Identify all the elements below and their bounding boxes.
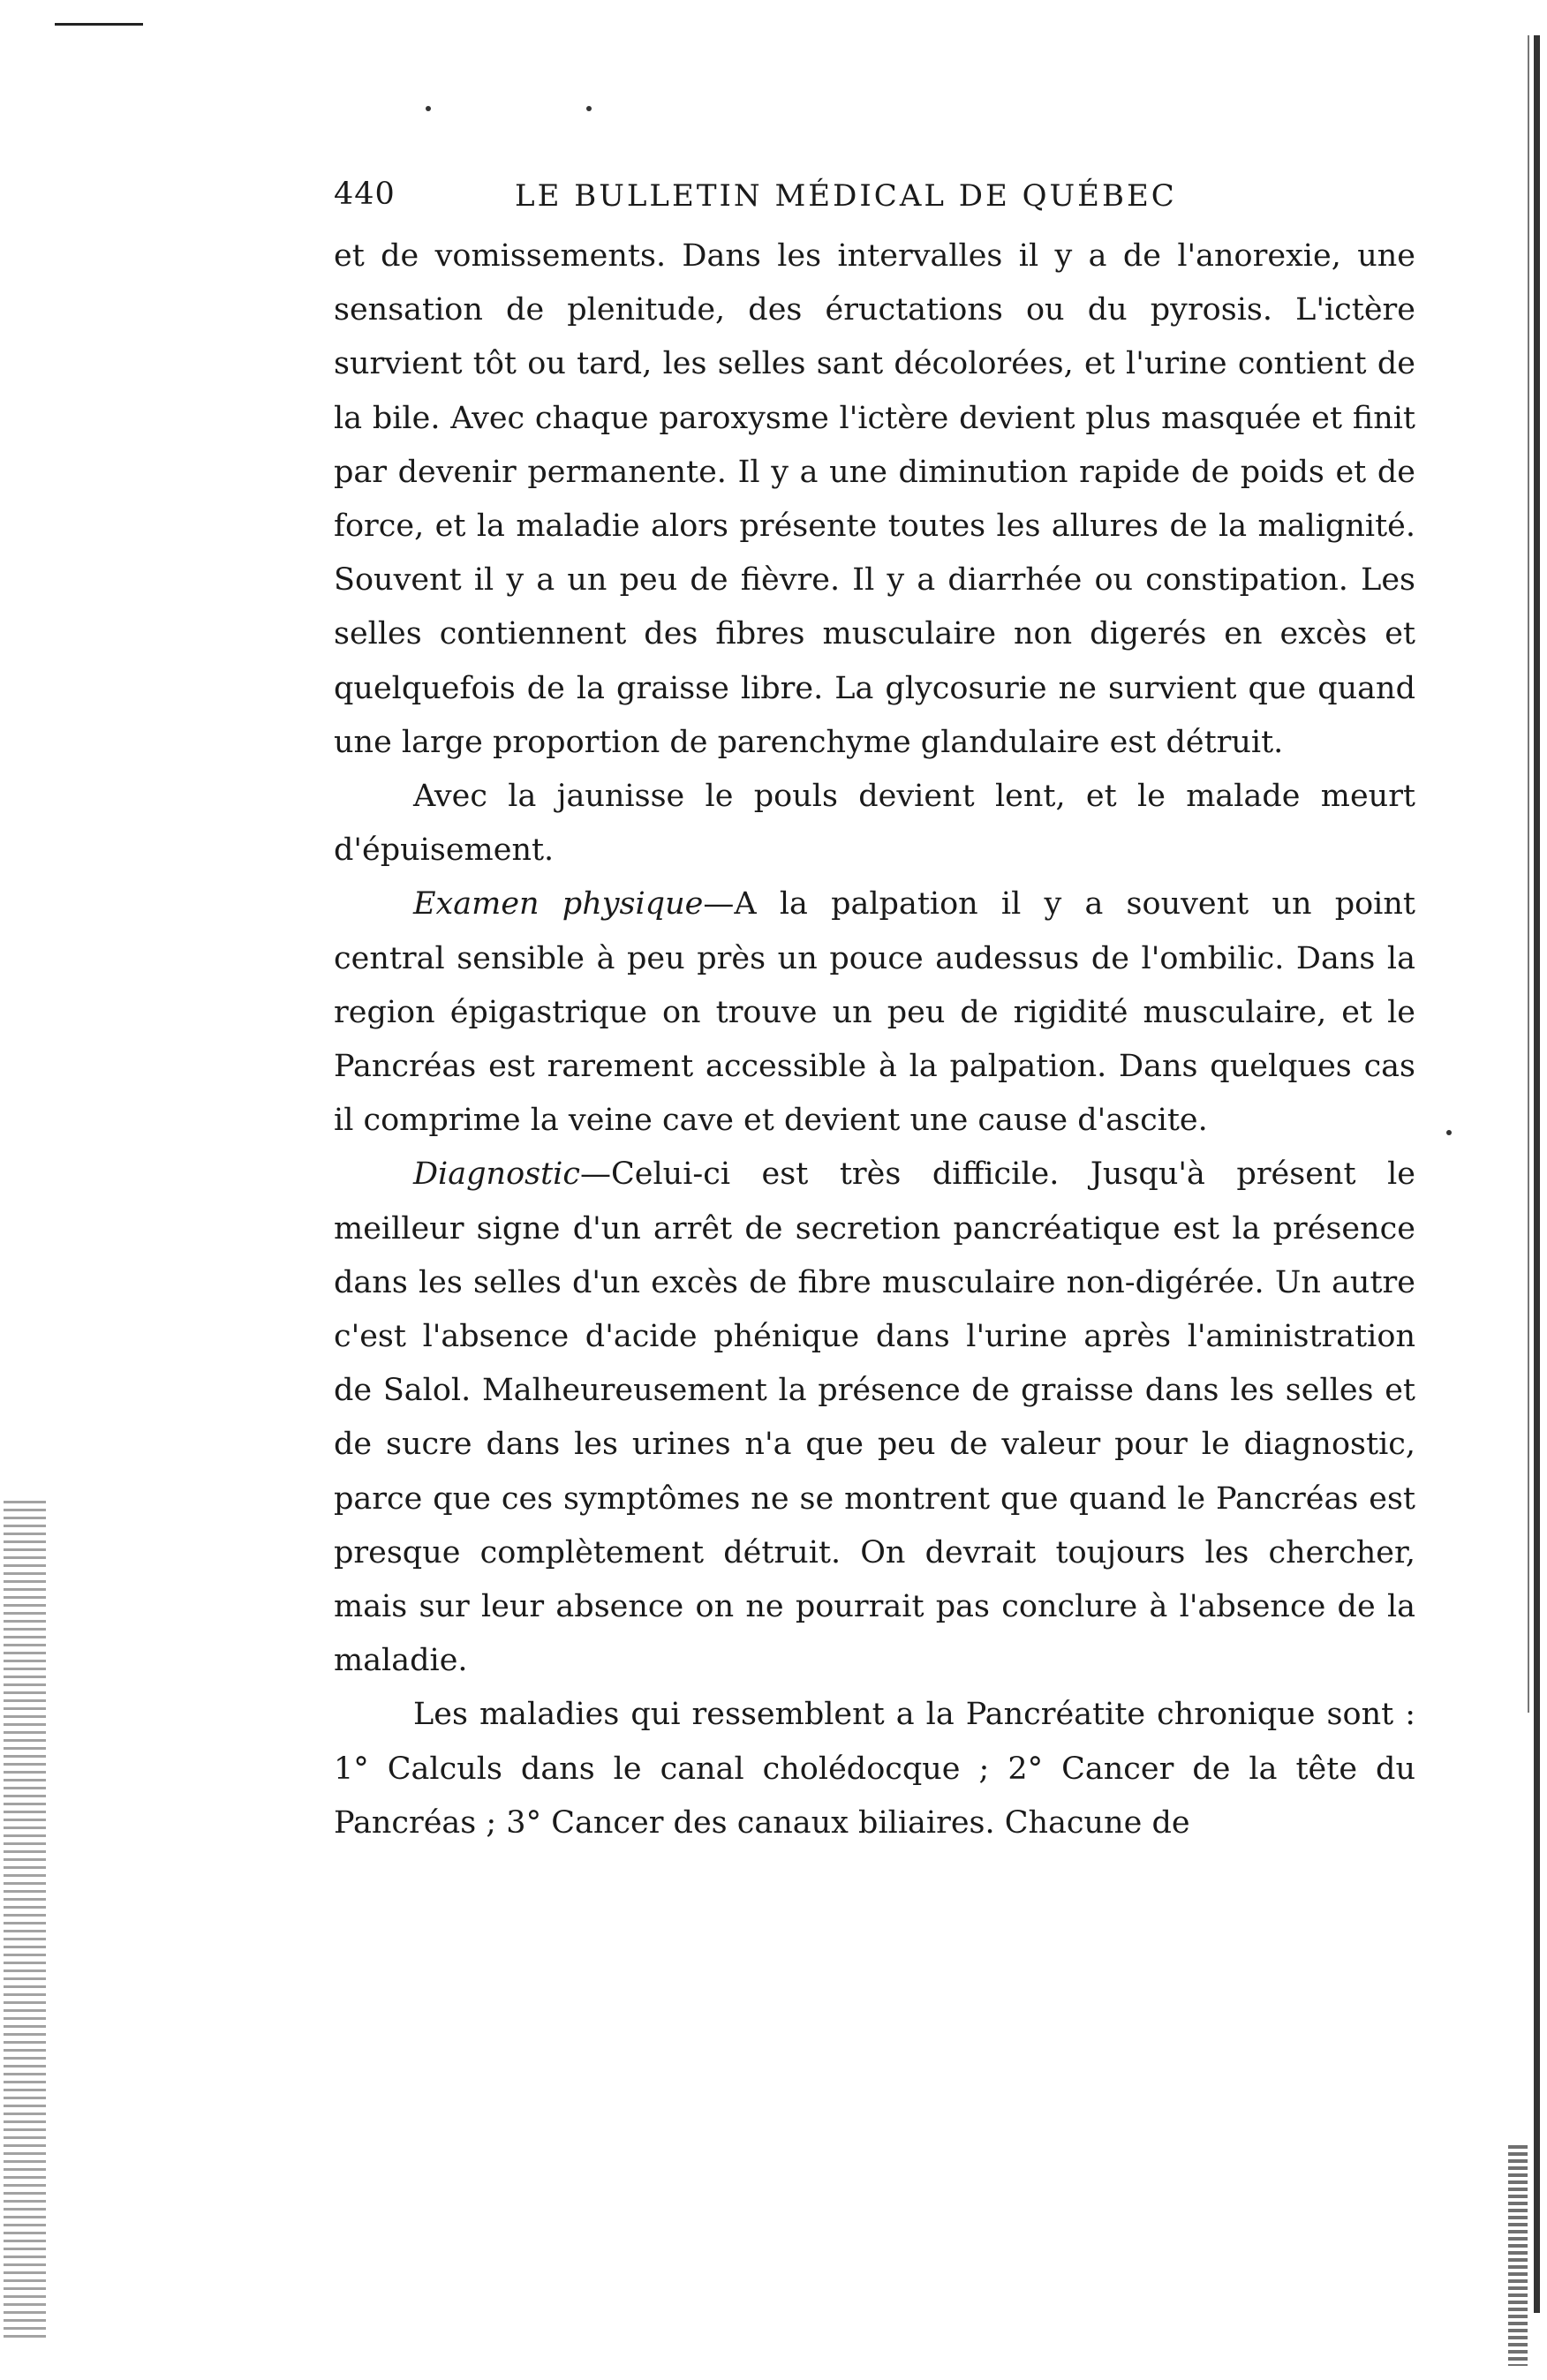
scan-artifact-right-bottom — [1508, 2145, 1528, 2366]
running-head — [334, 177, 1415, 230]
paragraph-physical-exam — [334, 877, 1415, 1148]
run-in-heading-physical-exam: Examen physique — [413, 886, 704, 923]
paragraph-symptoms-continued: et de vomissements. Dans les intervalles il y a de l'anorexie, une sensation de plenitude, des éructations ou du pyrosis. L'ictère survient tôt ou tard, les selles sant décolorées, et l'urine contient de la bile. Avec chaque paroxysme l'ictère devient plus masquée et finit par devenir permanente. Il y a une diminution rapide de poids et de force, et la maladie alors présente toutes les allures de la malignité. Souvent il y a un peu de fièvre. Il y a diarrhée ou constipation. Les selles contiennent des fibres musculaire non digerés en excès et quelquefois de la graisse libre. La glycosurie ne survient que quand une large proportion de parenchyme glandulaire est détruit. — [334, 238, 1415, 760]
scan-artifact-top-line — [55, 23, 143, 26]
paragraph-jaundice: Avec la jaunisse le pouls devient lent, et le malade meurt d'épuisement. — [334, 779, 1415, 869]
scan-artifact-left-edge — [4, 1501, 46, 2339]
paragraph-diagnosis-text: —Celui-ci est très difficile. Jusqu'à présent le meilleur signe d'un arrêt de secretion pancréatique est la présence dans les selles d'un excès de fibre musculaire non-digérée. Un autre c'est l'absence d'acide phénique dans l'urine après l'aministration de Salol. Malheureusement la présence de graisse dans les selles et de sucre dans les urines n'a que peu de valeur pour le diagnostic, parce que ces symptômes ne se montrent que quand le Pancréas est presque complètement détruit. On devrait toujours les chercher, mais sur leur absence on ne pourrait pas conclure à l'absence de la maladie. — [334, 1156, 1415, 1679]
scan-artifact-right-edge — [1534, 35, 1540, 2313]
book-page — [334, 177, 1415, 1850]
run-in-heading-diagnosis: Diagnostic — [413, 1156, 580, 1193]
journal-title: LE BULLETIN MÉDICAL DE QUÉBEC — [515, 178, 1177, 214]
paragraph-physical-exam-text: —A la palpation il y a souvent un point central sensible à peu près un pouce audessus de l'ombilic. Dans la region épigastrique on trouve un peu de rigidité musculaire, et le Pancréas est rarement accessible à la palpation. Dans quelques cas il comprime la veine cave et devient une cause d'ascite. — [334, 886, 1415, 1139]
scan-speck — [586, 106, 592, 111]
body-text — [334, 230, 1415, 1850]
scan-speck — [1446, 1130, 1452, 1135]
scan-speck — [426, 106, 431, 111]
paragraph-differential: Les maladies qui ressemblent a la Pancréatite chronique sont : 1° Calculs dans le canal cholédocque ; 2° Cancer de la tête du Pancréas ; 3° Cancer des canaux biliaires. Chacune de — [334, 1697, 1415, 1841]
page-number: 440 — [334, 177, 396, 212]
scan-artifact-right-edge-inner — [1528, 35, 1529, 1713]
paragraph-diagnosis — [334, 1148, 1415, 1688]
